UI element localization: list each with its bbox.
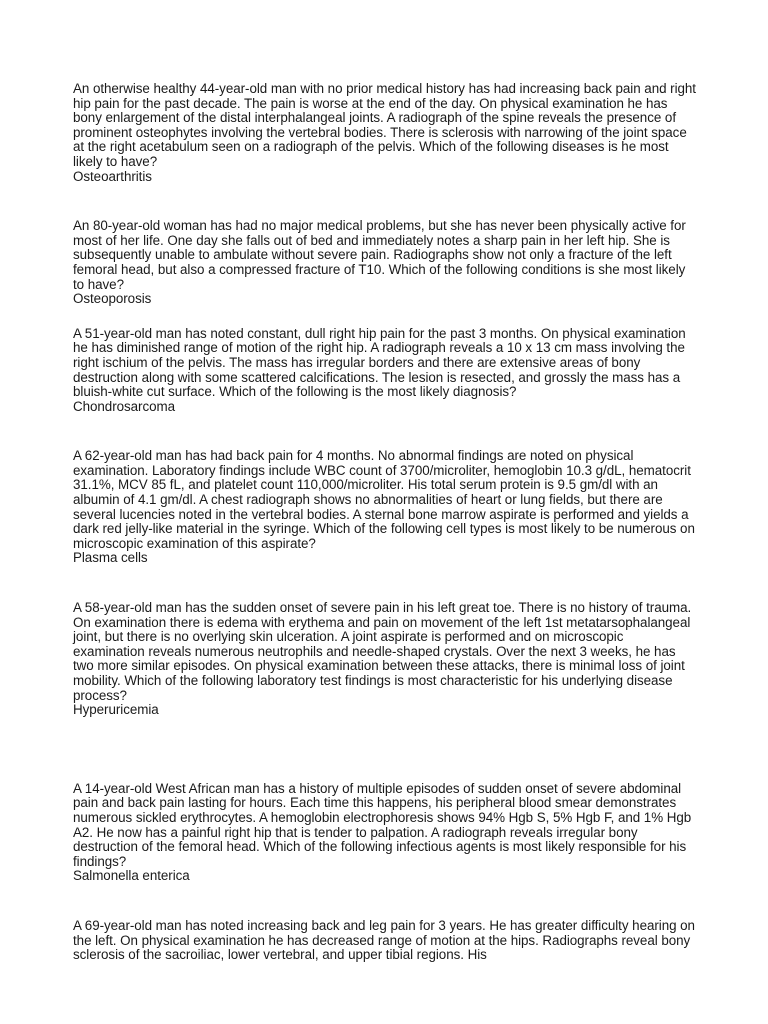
document-page: [73, 82, 698, 963]
answer-text: Chondrosarcoma: [73, 398, 176, 414]
question-text: An 80-year-old woman has had no major medical problems, but she has never been physically active for most of her life. One day she falls out of bed and immediately notes a sharp pain in her left hip. She is subsequently unable to ambulate without severe pain. Radiographs show not only a fracture of the left femoral head, but also a compressed fracture of T10. Which of the following conditions is she most likely to have?: [73, 218, 686, 292]
question-block: [73, 782, 698, 884]
question-text: An otherwise healthy 44-year-old man with no prior medical history has had increasing back pain and right hip pain for the past decade. The pain is worse at the end of the day. On physical examination he has bony enlargement of the distal interphalangeal joints. A radiograph of the spine reveals the presence of prominent osteophytes involving the vertebral bodies. There is sclerosis with narrowing of the joint space at the right acetabulum seen on a radiograph of the pelvis. Which of the following diseases is he most likely to have?: [73, 81, 696, 169]
answer-text: Hyperuricemia: [73, 702, 159, 718]
question-block: [73, 919, 698, 963]
answer-text: Plasma cells: [73, 550, 148, 566]
question-text: A 51-year-old man has noted constant, dull right hip pain for the past 3 months. On physical examination he has diminished range of motion of the right hip. A radiograph reveals a 10 x 13 cm mass involving the right ischium of the pelvis. The mass has irregular borders and there are extensive areas of bony destruction along with some scattered calcifications. The lesion is resected, and grossly the mass has a bluish-white cut surface. Which of the following is the most likely diagnosis?: [73, 325, 686, 400]
answer-text: Salmonella enterica: [73, 868, 190, 884]
question-text: A 62-year-old man has had back pain for 4 months. No abnormal findings are noted on physical examination. Laboratory findings include WBC count of 3700/microliter, hemoglobin 10.3 g/dL, hematocrit 31.1%, MCV 85 fL, and platelet count 110,000/microliter. His total serum protein is 9.5 gm/dl with an albumin of 4.1 gm/dl. A chest radiograph shows no abnormalities of heart or lung fields, but there are several lucencies noted in the vertebral bodies. A sternal bone marrow aspirate is performed and yields a dark red jelly-like material in the syringe. Which of the following cell types is most likely to be numerous on microscopic examination of this aspirate?: [73, 448, 695, 551]
question-block: [73, 327, 698, 415]
answer-text: Osteoarthritis: [73, 168, 152, 184]
question-block: [73, 449, 698, 566]
question-text: A 69-year-old man has noted increasing back and leg pain for 3 years. He has greater difficulty hearing on the left. On physical examination he has decreased range of motion at the hips. Radiographs reveal bony sclerosis of the sacroiliac, lower vertebral, and upper tibial regions. His: [73, 917, 695, 963]
question-text: A 14-year-old West African man has a history of multiple episodes of sudden onset of severe abdominal pain and back pain lasting for hours. Each time this happens, his peripheral blood smear demonstrates numerous sickled erythrocytes. A hemoglobin electrophoresis shows 94% Hgb S, 5% Hgb F, and 1% Hgb A2. He now has a painful right hip that is tender to palpation. A radiograph reveals irregular bony destruction of the femoral head. Which of the following infectious agents is most likely responsible for his findings?: [73, 780, 692, 869]
question-block: [73, 601, 698, 718]
question-text: A 58-year-old man has the sudden onset of severe pain in his left great toe. There is no history of trauma. On examination there is edema with erythema and pain on movement of the left 1st metatarsophalangeal joint, but there is no overlying skin ulceration. A joint aspirate is performed and on microscopic examination reveals numerous neutrophils and needle-shaped crystals. Over the next 3 weeks, he has two more similar episodes. On physical examination between these attacks, there is minimal loss of joint mobility. Which of the following laboratory test findings is most characteristic for his underlying disease process?: [73, 600, 692, 703]
question-block: [73, 82, 698, 184]
answer-text: Osteoporosis: [73, 291, 152, 307]
question-block: [73, 219, 698, 307]
